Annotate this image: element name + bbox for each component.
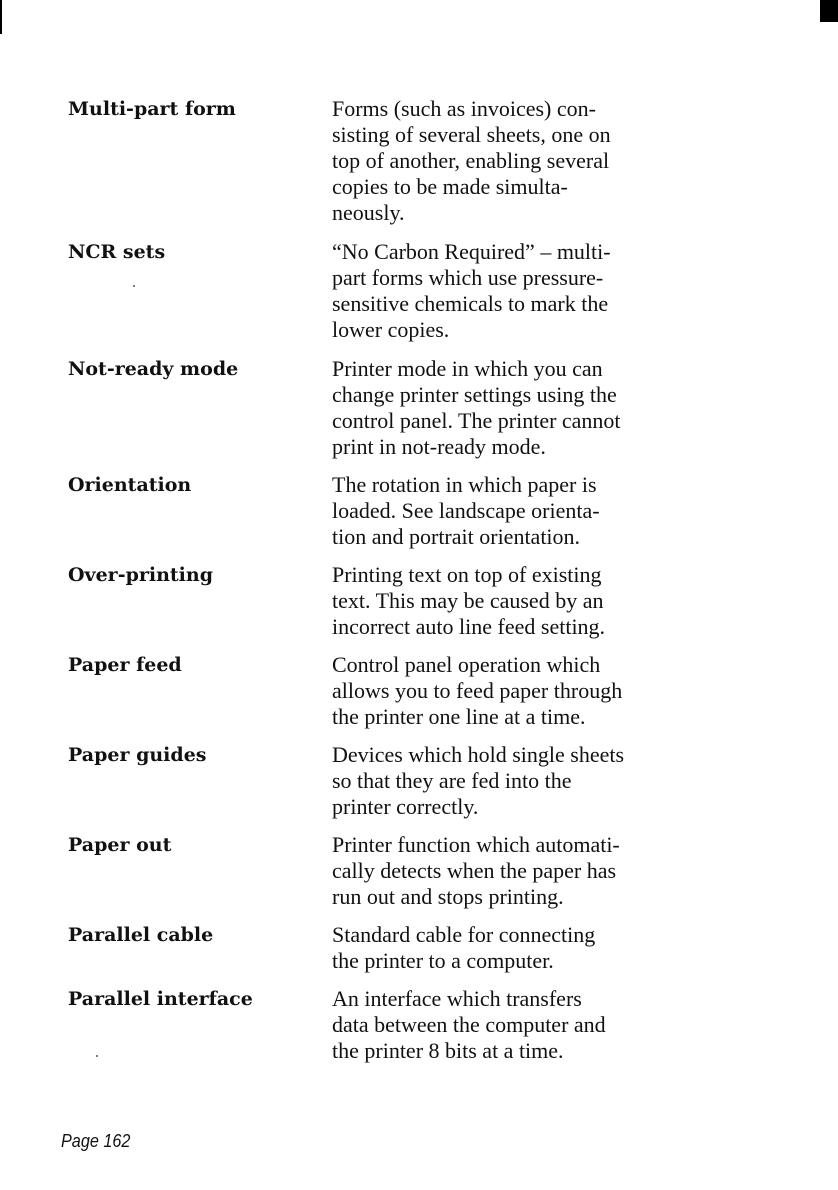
glossary-term: NCR sets [68, 241, 166, 263]
glossary-term: Parallel cable [68, 924, 214, 946]
definition-line: lower copies. [332, 317, 450, 342]
definition-line: Printer mode in which you can [332, 356, 603, 381]
definition-line: Standard cable for connecting [332, 922, 596, 947]
scan-edge-rule [0, 0, 2, 34]
glossary-term: Over-printing [68, 564, 213, 586]
glossary-definition [332, 652, 692, 730]
definition-line: allows you to feed paper through [332, 678, 623, 703]
definition-line: control panel. The printer cannot [332, 408, 621, 433]
definition-line: sisting of several sheets, one on [332, 122, 611, 147]
definition-line: copies to be made simulta- [332, 174, 568, 199]
definition-line: part forms which use pressure- [332, 265, 604, 290]
definition-line: data between the computer and [332, 1012, 606, 1037]
glossary-definition [332, 239, 692, 343]
glossary-definition [332, 832, 692, 910]
definition-line: “No Carbon Required” – multi- [332, 239, 611, 264]
definition-line: printer correctly. [332, 794, 479, 819]
definition-line: the printer to a computer. [332, 948, 554, 973]
definition-line: text. This may be caused by an [332, 588, 604, 613]
definition-line: cally detects when the paper has [332, 858, 617, 883]
glossary-definition [332, 562, 692, 640]
definition-line: Printing text on top of existing [332, 562, 602, 587]
glossary-definition [332, 986, 692, 1064]
page-number: Page 162 [61, 1131, 131, 1151]
definition-line: neously. [332, 200, 405, 225]
glossary-term: Parallel interface [68, 988, 253, 1010]
scan-speck [96, 1055, 98, 1057]
definition-line: change printer settings using the [332, 382, 617, 407]
definition-line: Control panel operation which [332, 652, 601, 677]
glossary-definition [332, 472, 692, 550]
glossary-definition [332, 356, 692, 460]
glossary-term: Paper out [68, 834, 172, 856]
definition-line: so that they are fed into the [332, 768, 572, 793]
scan-corner-mark [820, 0, 838, 22]
definition-line: print in not-ready mode. [332, 434, 546, 459]
definition-line: Forms (such as invoices) con- [332, 96, 596, 121]
glossary-definition [332, 922, 692, 974]
definition-line: The rotation in which paper is [332, 472, 597, 497]
definition-line: tion and portrait orientation. [332, 524, 581, 549]
glossary-definition [332, 96, 692, 226]
scan-speck [133, 285, 135, 287]
definition-line: the printer 8 bits at a time. [332, 1038, 564, 1063]
glossary-term: Orientation [68, 474, 192, 496]
glossary-term: Paper feed [68, 654, 182, 676]
glossary-definition [332, 742, 692, 820]
definition-line: incorrect auto line feed setting. [332, 614, 606, 639]
definition-line: sensitive chemicals to mark the [332, 291, 609, 316]
definition-line: An interface which transfers [332, 986, 582, 1011]
definition-line: Printer function which automati- [332, 832, 620, 857]
definition-line: Devices which hold single sheets [332, 742, 625, 767]
definition-line: top of another, enabling several [332, 148, 610, 173]
glossary-term: Not-ready mode [68, 358, 239, 380]
definition-line: loaded. See landscape orienta- [332, 498, 600, 523]
definition-line: run out and stops printing. [332, 884, 564, 909]
definition-line: the printer one line at a time. [332, 704, 586, 729]
glossary-term: Multi-part form [68, 98, 236, 120]
glossary-term: Paper guides [68, 744, 207, 766]
